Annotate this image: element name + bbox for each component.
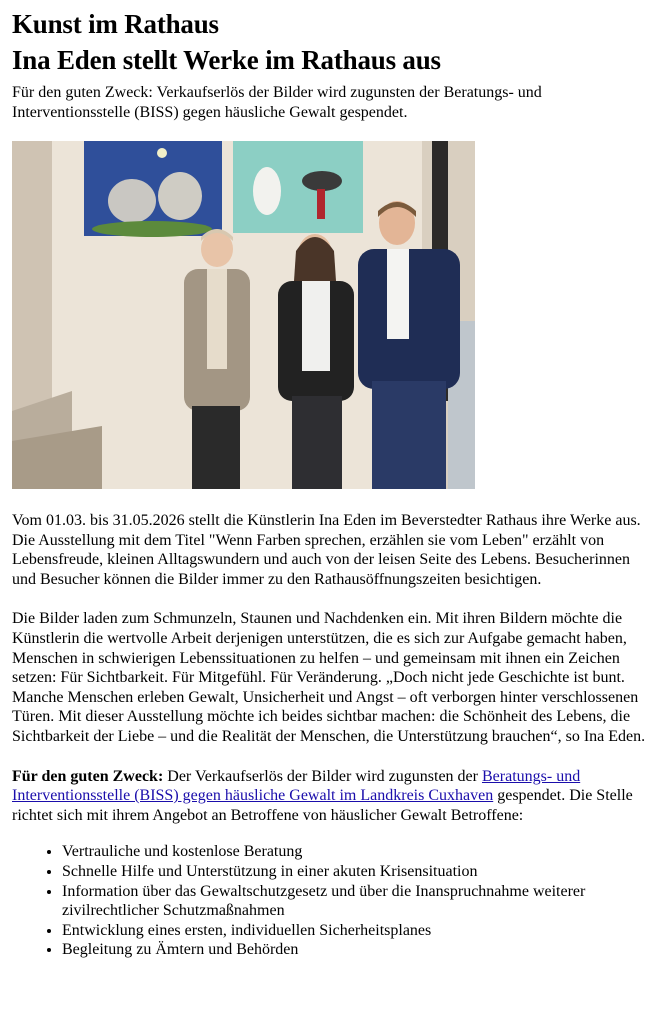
list-item: • Begleitung zu Ämtern und Behörden	[62, 940, 654, 960]
article-lead: Für den guten Zweck: Verkaufserlös der Bilder wird zugunsten der Beratungs- und Interventionsstelle (BISS) gegen häusliche Gewalt gespendet.	[12, 84, 542, 121]
paragraph-text-after-link: gespendet. Die Stelle richtet sich mit ihrem Angebot an Betroffene von häuslicher Gewalt Betroffene:	[12, 787, 633, 824]
list-item: • Schnelle Hilfe und Unterstützung in einer akuten Krisensituation	[62, 862, 654, 882]
paragraph-bold-lead: Für den guten Zweck:	[12, 767, 164, 785]
article-paragraph-1: Vom 01.03. bis 31.05.2026 stellt die Künstlerin Ina Eden im Beverstedter Rathaus ihre Werke aus. Die Ausstellung mit dem Titel "Wenn Farben sprechen, erzählen sie vom Leben" erzählt von Lebensfreude, kleinen Alltagswundern und auch von der leisen Seite des Lebens. Besucherinnen und Besucher können die Bilder immer zu den Rathausöffnungszeiten besichtigen.	[12, 512, 641, 588]
page-title: Kunst im Rathaus	[12, 9, 219, 39]
article-paragraph-2: Die Bilder laden zum Schmunzeln, Staunen und Nachdenken ein. Mit ihren Bildern möchte die Künstlerin die wertvolle Arbeit derjenigen unterstützen, die es sich zur Aufgabe gemacht haben, Menschen in schwierigen Lebenssituationen zu helfen – und gemeinsam mit ihnen ein Zeichen setzen: Für Sichtbarkeit. Für Mitgefühl. Für Veränderung. „Doch nicht jede Geschichte ist bunt. Manche Menschen erleben Gewalt, Unsicherheit und Angst – oft verborgen hinter verschlossenen Türen. Mit dieser Ausstellung möchte ich beides sichtbar machen: die Schönheit des Lebens, die Sichtbarkeit der Liebe – und die Realität der Menschen, die Unterstützung brauchen“, so Ina Eden.	[12, 610, 646, 745]
article-paragraph-3	[12, 767, 654, 826]
list-item: • Vertrauliche und kostenlose Beratung	[62, 842, 654, 862]
services-list	[12, 842, 654, 960]
list-item: • Entwicklung eines ersten, individuellen Sicherheitsplanes	[62, 921, 654, 941]
biss-link[interactable]: Beratungs- und Interventionsstelle (BISS) gegen häusliche Gewalt im Landkreis Cuxhaven	[12, 767, 581, 805]
paragraph-text-before-link: Der Verkaufserlös der Bilder wird zugunsten der	[163, 767, 482, 785]
exhibition-photo	[12, 141, 475, 489]
list-item: • Information über das Gewaltschutzgesetz und über die Inanspruchnahme weiterer zivilrechtlicher Schutzmaßnahmen	[62, 882, 654, 921]
article-subtitle: Ina Eden stellt Werke im Rathaus aus	[12, 45, 441, 75]
